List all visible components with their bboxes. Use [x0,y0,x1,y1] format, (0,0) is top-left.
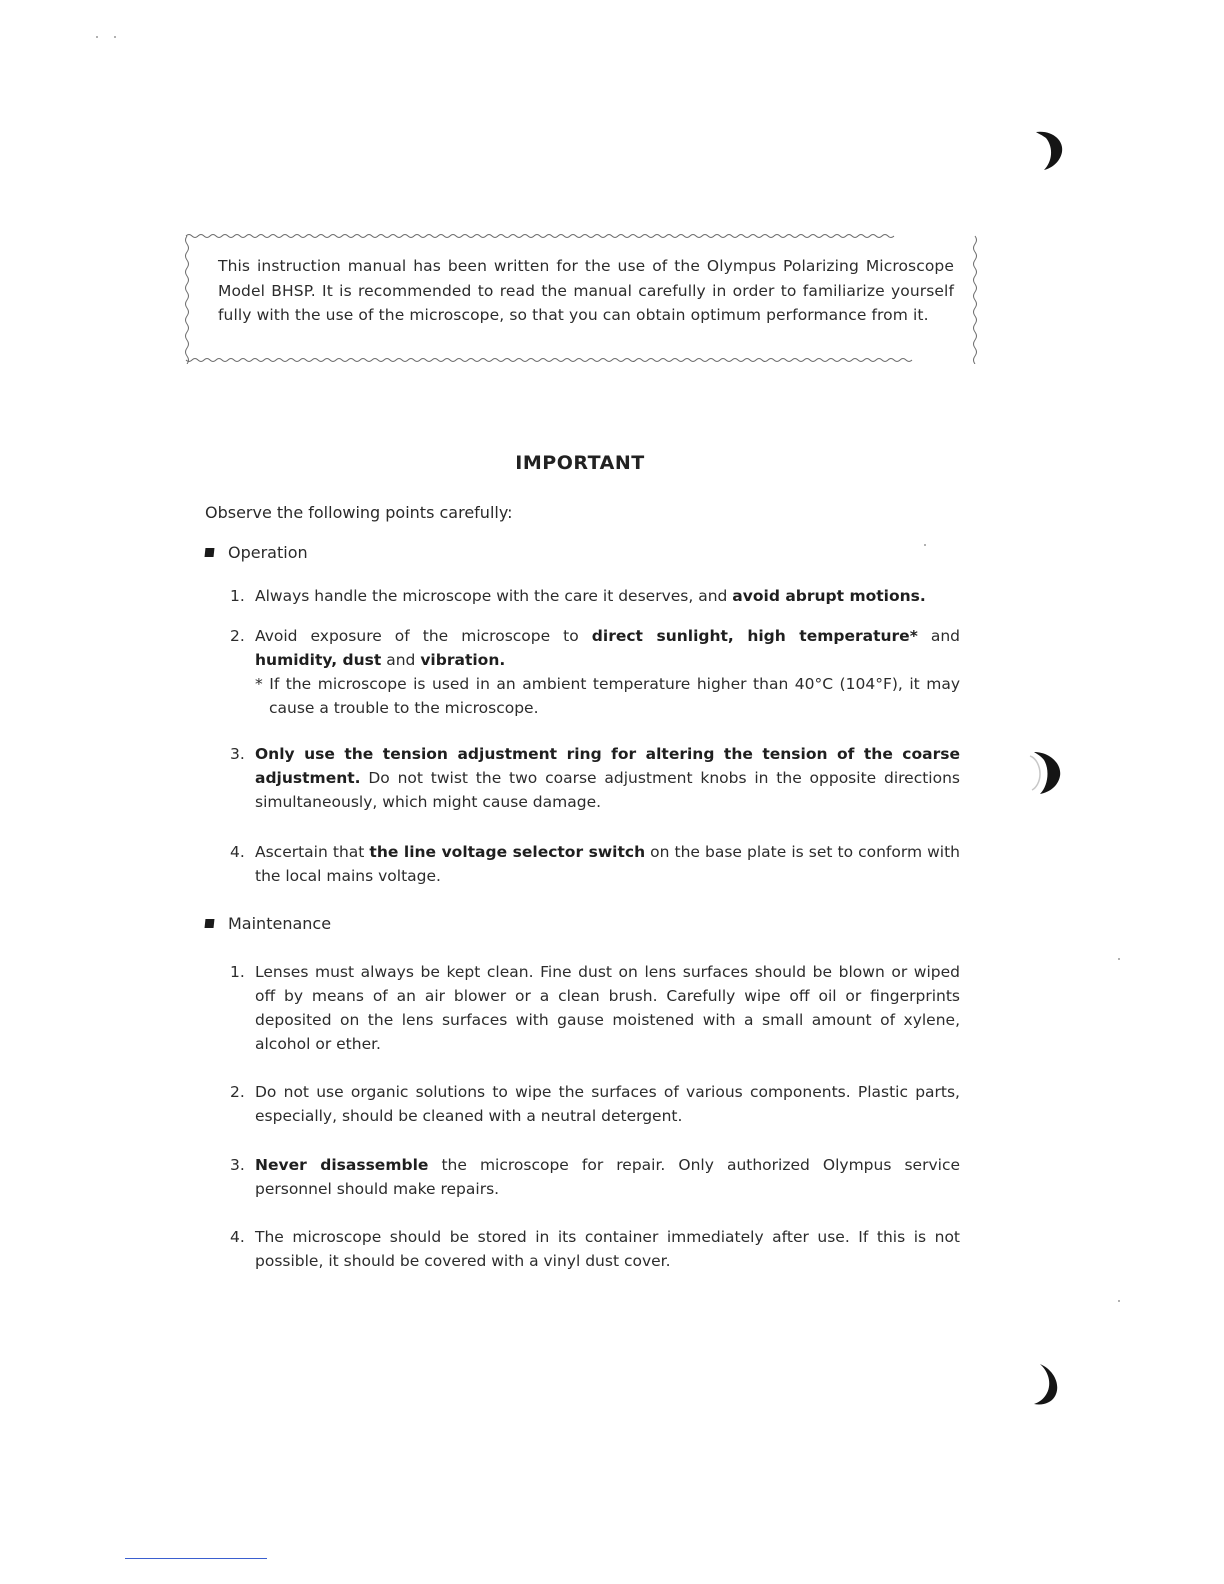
maintenance-item-4 [230,1225,960,1273]
item-number: 3. [230,745,245,763]
item-text: Never disassemble the microscope for repair. Only authorized Olympus service personnel should make repairs. [255,1156,960,1198]
punch-hole-top [1030,126,1070,174]
lead-text: Observe the following points carefully: [205,503,513,522]
square-bullet-icon [205,548,215,557]
intro-notice-box [184,232,978,364]
item-text: Always handle the microscope with the care it deserves, and avoid abrupt motions. [255,587,926,605]
item-text: Ascertain that the line voltage selector switch on the base plate is set to conform with the local mains voltage. [255,843,961,885]
section-operation-title [205,543,308,562]
square-bullet-icon [205,919,215,928]
item-number: 2. [230,1083,245,1101]
item-number: 1. [230,963,245,981]
section-label: Operation [228,543,308,562]
item-text: Do not use organic solutions to wipe the surfaces of various components. Plastic parts, especially, should be cleaned with a neutral detergent. [255,1083,960,1125]
section-label: Maintenance [228,914,332,933]
item-number: 3. [230,1156,245,1174]
item-text: Only use the tension adjustment ring for altering the tension of the coarse adjustment. Do not twist the two coarse adjustment knobs in the opposite directions simultaneously, which might cause damage. [255,745,960,811]
speck [924,544,926,546]
operation-item-1 [230,584,960,608]
item-text: Avoid exposure of the microscope to direct sunlight, high temperature* and humidity, dust and vibration. [255,627,961,669]
operation-item-4 [230,840,960,888]
operation-item-3 [230,742,960,814]
item-number: 4. [230,1228,245,1246]
section-maintenance-title [205,914,331,933]
maintenance-item-1 [230,960,960,1056]
maintenance-item-2 [230,1080,960,1128]
speck [1118,1300,1120,1302]
operation-item-2 [230,624,960,720]
item-number: 4. [230,843,245,861]
speck [114,36,116,38]
speck [96,36,98,38]
footnote-text: * If the microscope is used in an ambient temperature higher than 40°C (104°F), it may cause a trouble to the microscope. [255,675,960,717]
page-heading: IMPORTANT [515,452,645,474]
item-text: Lenses must always be kept clean. Fine dust on lens surfaces should be blown or wiped off by means of an air blower or a clean brush. Carefully wipe off oil or fingerprints deposited on the lens surfaces with gause moistened with a small amount of xylene, alcohol or ether. [255,963,960,1053]
punch-hole-middle [1026,748,1066,796]
footer-rule [125,1558,267,1559]
speck [1118,958,1120,960]
maintenance-item-3 [230,1153,960,1201]
item-number: 2. [230,627,245,645]
intro-text: This instruction manual has been written for the use of the Olympus Polarizing Microscope Model BHSP. It is recommended to read the manual carefully in order to familiarize yourself fully with the use of the microscope, so that you can obtain optimum performance from it. [218,257,954,324]
punch-hole-bottom [1026,1360,1066,1408]
item-number: 1. [230,587,245,605]
item-text: The microscope should be stored in its container immediately after use. If this is not possible, it should be covered with a vinyl dust cover. [255,1228,960,1270]
